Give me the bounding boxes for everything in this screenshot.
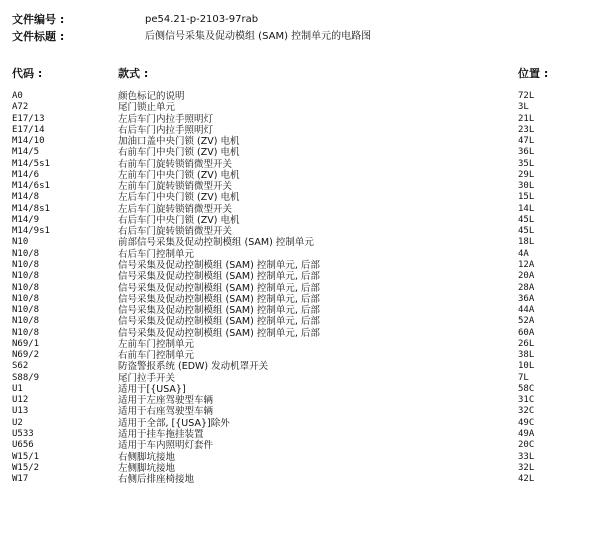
component-description: 左后车门中央门锁 (ZV) 电机: [118, 192, 240, 204]
component-description: 信号采集及促动控制模组 (SAM) 控制单元, 后部: [118, 293, 320, 305]
component-description: 信号采集及促动控制模组 (SAM) 控制单元, 后部: [118, 282, 320, 294]
component-description: 左后车门旋转锁销微型开关: [118, 203, 233, 215]
table-row: [0, 418, 605, 429]
component-position: 14L: [518, 203, 535, 214]
component-position: 42L: [518, 474, 535, 485]
component-code: A0: [12, 91, 23, 101]
component-description: 右后车门旋转锁销微型开关: [118, 226, 233, 238]
component-code: U1: [12, 383, 23, 394]
component-description: 信号采集及促动控制模组 (SAM) 控制单元, 后部: [118, 305, 320, 317]
component-description: 加油口盖中央门锁 (ZV) 电机: [118, 136, 240, 148]
component-position: 36L: [518, 147, 535, 158]
component-code: M14/5: [12, 147, 40, 158]
component-description: 左侧脚坑接地: [118, 462, 176, 474]
component-description: 适用于车内照明灯套件: [118, 440, 214, 452]
table-row: [0, 147, 605, 158]
component-description: 左前车门旋转锁销微型开关: [118, 181, 233, 193]
table-row: [0, 305, 605, 316]
table-row: [0, 406, 605, 417]
component-position: 72L: [518, 91, 535, 101]
component-description: 右侧后排座椅接地: [118, 474, 195, 486]
component-position: 20A: [518, 271, 535, 282]
file-number-label: 文件编号 :: [12, 13, 65, 26]
component-position: 32L: [518, 462, 535, 473]
table-row: [0, 350, 605, 361]
component-description: 前部信号采集及促动控制模组 (SAM) 控制单元: [118, 237, 314, 249]
table-row: [0, 181, 605, 192]
component-position: 36A: [518, 293, 535, 304]
table-row: [0, 395, 605, 406]
component-position: 28A: [518, 282, 535, 293]
component-position: 12A: [518, 259, 535, 270]
component-description: 左前车门中央门锁 (ZV) 电机: [118, 169, 240, 181]
component-code: N10/8: [12, 248, 40, 259]
component-code: S88/9: [12, 372, 40, 383]
component-code: N10/8: [12, 327, 40, 338]
component-position: 31C: [518, 395, 535, 406]
component-description: 信号采集及促动控制模组 (SAM) 控制单元, 后部: [118, 327, 320, 339]
table-row: [0, 237, 605, 248]
component-description: 尾门锁止单元: [118, 102, 176, 114]
component-code: U2: [12, 417, 23, 428]
component-code: M14/8s1: [12, 203, 50, 214]
table-row: [0, 260, 605, 271]
component-position: 4A: [518, 248, 529, 259]
table-row: [0, 316, 605, 327]
component-description: 右后车门中央门锁 (ZV) 电机: [118, 214, 240, 226]
component-code: N69/1: [12, 338, 40, 349]
component-code: N10/8: [12, 282, 40, 293]
component-position: 49C: [518, 417, 535, 428]
component-position: 7L: [518, 372, 529, 383]
component-code: E17/13: [12, 113, 45, 124]
table-row: [0, 271, 605, 282]
component-position: 26L: [518, 338, 535, 349]
component-position: 58C: [518, 383, 535, 394]
component-position: 44A: [518, 305, 535, 316]
component-position: 29L: [518, 169, 535, 180]
component-code: W15/1: [12, 451, 40, 462]
component-position: 49A: [518, 428, 535, 439]
component-description: 右后车门控制单元: [118, 248, 195, 260]
component-position: 10L: [518, 361, 535, 372]
component-position: 38L: [518, 350, 535, 361]
table-row: [0, 249, 605, 260]
component-code: W17: [12, 474, 29, 485]
component-code: M14/9s1: [12, 226, 50, 237]
component-description: 适用于[{USA}]: [118, 383, 186, 395]
component-code: S62: [12, 361, 29, 372]
component-code: M14/10: [12, 136, 45, 147]
component-code: N10/8: [12, 259, 40, 270]
component-description: 适用于挂车拖挂装置: [118, 428, 204, 440]
component-description: 信号采集及促动控制模组 (SAM) 控制单元, 后部: [118, 259, 320, 271]
component-description: 信号采集及促动控制模组 (SAM) 控制单元, 后部: [118, 316, 320, 328]
component-description: 信号采集及促动控制模组 (SAM) 控制单元, 后部: [118, 271, 320, 283]
component-code: N10/8: [12, 305, 40, 316]
component-list: [0, 91, 605, 485]
component-description: 左后车门内拉手照明灯: [118, 113, 214, 125]
component-description: 防盗警报系统 (EDW) 发动机罩开关: [118, 361, 269, 373]
component-position: 45L: [518, 214, 535, 225]
component-code: U12: [12, 395, 29, 406]
component-position: 30L: [518, 181, 535, 192]
file-title-label: 文件标题 :: [12, 30, 65, 43]
table-row: [0, 114, 605, 125]
component-description: 尾门拉手开关: [118, 372, 176, 384]
component-code: N10: [12, 237, 29, 248]
table-row: [0, 170, 605, 181]
component-description: 右前车门旋转锁销微型开关: [118, 158, 233, 170]
component-position: 45L: [518, 226, 535, 237]
component-code: N10/8: [12, 271, 40, 282]
component-description: 右侧脚坑接地: [118, 451, 176, 463]
component-description: 右后车门内拉手照明灯: [118, 124, 214, 136]
table-row: [0, 328, 605, 339]
table-row: [0, 373, 605, 384]
component-code: N69/2: [12, 350, 40, 361]
table-row: [0, 429, 605, 440]
component-position: 23L: [518, 124, 535, 135]
component-position: 21L: [518, 113, 535, 124]
table-row: [0, 192, 605, 203]
component-code: M14/5s1: [12, 158, 50, 169]
table-row: [0, 215, 605, 226]
component-code: U13: [12, 406, 29, 417]
component-position: 60A: [518, 327, 535, 338]
table-row: [0, 226, 605, 237]
component-position: 52A: [518, 316, 535, 327]
table-row: [0, 339, 605, 350]
table-row: [0, 125, 605, 136]
header-description: 款式 :: [118, 67, 149, 80]
component-code: A72: [12, 102, 29, 113]
component-code: M14/6: [12, 169, 40, 180]
component-description: 适用于全部, [{USA}]除外: [118, 417, 230, 429]
component-description: 适用于右座驾驶型车辆: [118, 406, 214, 418]
table-row: [0, 463, 605, 474]
component-position: 47L: [518, 136, 535, 147]
table-row: [0, 474, 605, 485]
component-code: N10/8: [12, 316, 40, 327]
file-number-value: pe54.21-p-2103-97rab: [145, 14, 259, 25]
table-row: [0, 136, 605, 147]
header-position: 位置 :: [518, 67, 549, 80]
component-description: 颜色标记的说明: [118, 91, 185, 102]
table-row: [0, 91, 605, 102]
component-position: 20C: [518, 440, 535, 451]
component-code: E17/14: [12, 124, 45, 135]
component-description: 右前车门中央门锁 (ZV) 电机: [118, 147, 240, 159]
table-row: [0, 384, 605, 395]
component-code: M14/6s1: [12, 181, 50, 192]
table-row: [0, 283, 605, 294]
table-row: [0, 159, 605, 170]
component-description: 右前车门控制单元: [118, 350, 195, 362]
component-code: U656: [12, 440, 34, 451]
table-row: [0, 440, 605, 451]
component-code: M14/8: [12, 192, 40, 203]
header-code: 代码 :: [12, 67, 43, 80]
component-description: 适用于左座驾驶型车辆: [118, 395, 214, 407]
table-row: [0, 361, 605, 372]
component-code: U533: [12, 428, 34, 439]
component-position: 3L: [518, 102, 529, 113]
table-row: [0, 102, 605, 113]
component-position: 15L: [518, 192, 535, 203]
component-code: M14/9: [12, 214, 40, 225]
table-row: [0, 452, 605, 463]
component-position: 35L: [518, 158, 535, 169]
component-position: 18L: [518, 237, 535, 248]
component-position: 33L: [518, 451, 535, 462]
component-code: W15/2: [12, 462, 40, 473]
table-row: [0, 204, 605, 215]
component-description: 左前车门控制单元: [118, 338, 195, 350]
file-title-value: 后侧信号采集及促动模组 (SAM) 控制单元的电路图: [145, 31, 372, 42]
component-position: 32C: [518, 406, 535, 417]
component-code: N10/8: [12, 293, 40, 304]
table-row: [0, 294, 605, 305]
